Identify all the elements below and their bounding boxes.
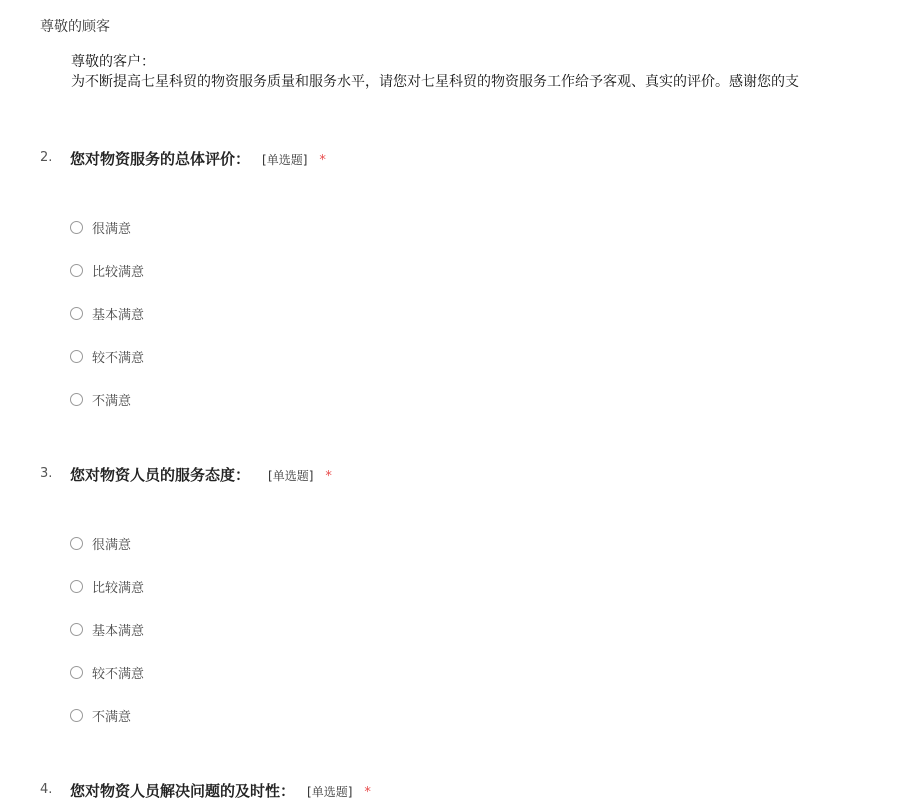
option-label: 基本满意 [92, 624, 145, 639]
radio-button[interactable] [70, 709, 83, 722]
required-marker: * [319, 153, 326, 168]
option-label: 不满意 [92, 394, 132, 409]
radio-button[interactable] [70, 537, 83, 550]
question-4 [0, 780, 900, 800]
option-fairly-satisfied[interactable] [70, 565, 144, 608]
option-list [70, 206, 144, 421]
option-label: 基本满意 [92, 308, 145, 323]
question-number: 3. [40, 466, 53, 481]
option-very-satisfied[interactable] [70, 206, 144, 249]
question-header [0, 148, 900, 172]
question-number: 2. [40, 150, 53, 165]
option-unsatisfied[interactable] [70, 694, 144, 737]
section-title: 尊敬的顾客 [40, 19, 110, 35]
question-title-text: 您对物资人员的服务态度： [70, 466, 251, 484]
radio-button[interactable] [70, 264, 83, 277]
question-title [70, 780, 371, 800]
required-marker: * [325, 469, 332, 484]
required-marker: * [364, 785, 371, 800]
radio-button[interactable] [70, 623, 83, 636]
option-unsatisfied[interactable] [70, 378, 144, 421]
question-title-text: 您对物资人员解决问题的及时性： [70, 782, 296, 800]
option-label: 很满意 [92, 222, 132, 237]
option-label: 比较满意 [92, 265, 145, 280]
intro-greeting: 尊敬的客户： [71, 54, 155, 70]
option-label: 较不满意 [92, 667, 145, 682]
question-title [70, 148, 326, 169]
question-header [0, 464, 900, 488]
option-somewhat-unsatisfied[interactable] [70, 335, 144, 378]
radio-button[interactable] [70, 393, 83, 406]
option-somewhat-unsatisfied[interactable] [70, 651, 144, 694]
question-header [0, 780, 900, 800]
question-type-tag: [单选题] [307, 785, 353, 799]
radio-button[interactable] [70, 666, 83, 679]
radio-button[interactable] [70, 221, 83, 234]
option-label: 很满意 [92, 538, 132, 553]
option-label: 较不满意 [92, 351, 145, 366]
question-type-tag: [单选题] [268, 469, 314, 483]
intro-text-block [71, 52, 799, 92]
option-basically-satisfied[interactable] [70, 292, 144, 335]
radio-button[interactable] [70, 307, 83, 320]
radio-button[interactable] [70, 350, 83, 363]
intro-description: 为不断提高七星科贸的物资服务质量和服务水平，请您对七星科贸的物资服务工作给予客观、真实的评价。感谢您的支 [71, 74, 799, 90]
option-list [70, 522, 144, 737]
option-basically-satisfied[interactable] [70, 608, 144, 651]
option-fairly-satisfied[interactable] [70, 249, 144, 292]
question-number: 4. [40, 782, 53, 797]
question-title-text: 您对物资服务的总体评价： [70, 150, 251, 168]
radio-button[interactable] [70, 580, 83, 593]
option-very-satisfied[interactable] [70, 522, 144, 565]
question-3 [0, 464, 900, 725]
question-type-tag: [单选题] [262, 153, 308, 167]
option-label: 不满意 [92, 710, 132, 725]
question-2 [0, 148, 900, 409]
option-label: 比较满意 [92, 581, 145, 596]
question-title [70, 464, 332, 485]
